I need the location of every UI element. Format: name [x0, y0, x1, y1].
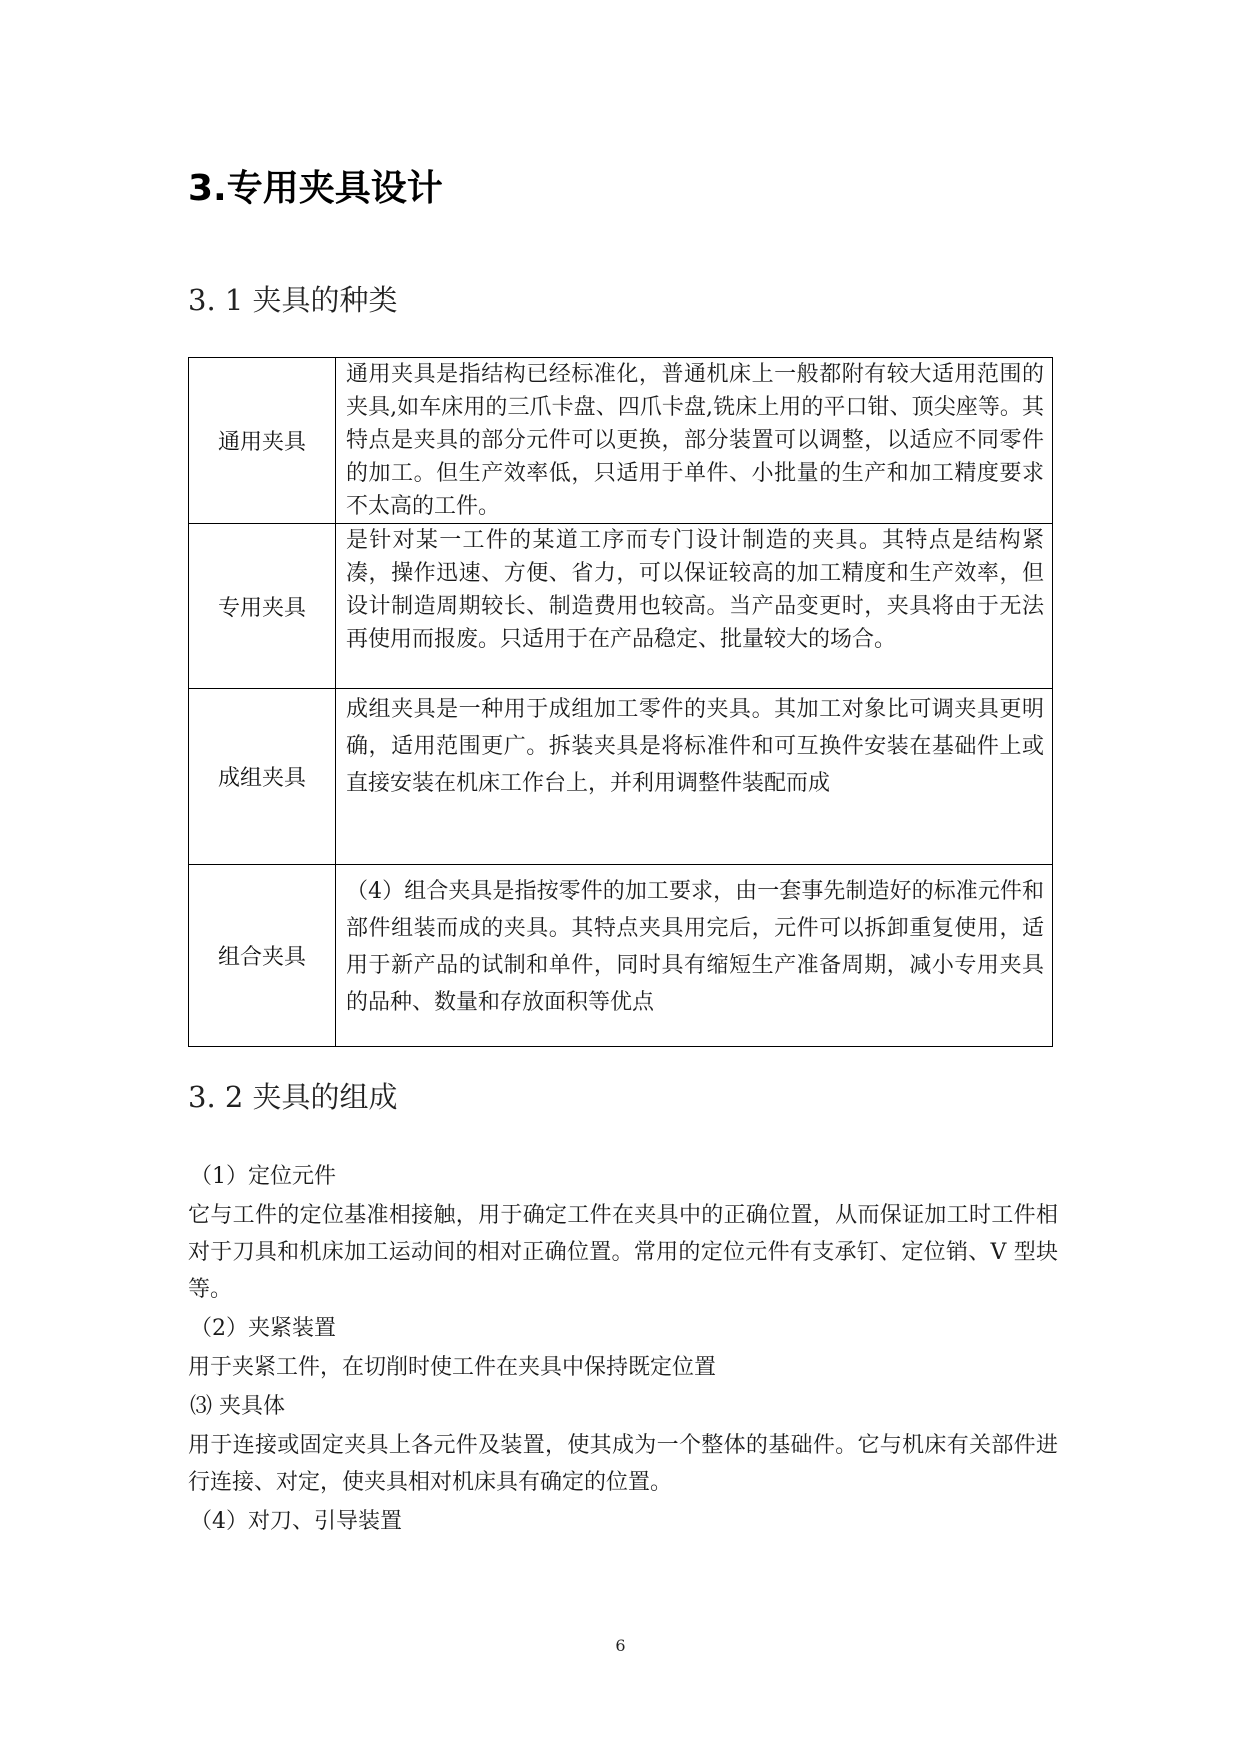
- subheading-fixture-body: ⑶ 夹具体: [190, 1394, 285, 1419]
- table-row: [189, 358, 1053, 524]
- paragraph-fixture-body: 用于连接或固定夹具上各元件及装置，使其成为一个整体的基础件。它与机床有关部件进行连接、对定，使夹具相对机床具有确定的位置。: [188, 1433, 1058, 1495]
- term-cell: 专用夹具: [189, 524, 336, 689]
- subheading-tool-guide: （4）对刀、引导装置: [190, 1509, 402, 1534]
- term-cell: 通用夹具: [189, 358, 336, 524]
- subheading-positioning: （1）定位元件: [190, 1164, 336, 1189]
- term-cell: 组合夹具: [189, 865, 336, 1047]
- table-row: [189, 865, 1053, 1047]
- section-heading-types: 3. 1 夹具的种类: [188, 283, 398, 317]
- description-cell: 成组夹具是一种用于成组加工零件的夹具。其加工对象比可调夹具更明确，适用范围更广。拆装夹具是将标准件和可互换件安装在基础件上或直接安装在机床工作台上，并利用调整件装配而成: [336, 689, 1053, 865]
- description-cell: （4）组合夹具是指按零件的加工要求，由一套事先制造好的标准元件和部件组装而成的夹具。其特点夹具用完后，元件可以拆卸重复使用，适用于新产品的试制和单件，同时具有缩短生产准备周期，减小专用夹具的品种、数量和存放面积等优点: [336, 865, 1053, 1047]
- chapter-title: 3.专用夹具设计: [188, 168, 443, 209]
- description-cell: 是针对某一工件的某道工序而专门设计制造的夹具。其特点是结构紧凑，操作迅速、方便、省力，可以保证较高的加工精度和生产效率，但设计制造周期较长、制造费用也较高。当产品变更时，夹具将由于无法再使用而报废。只适用于在产品稳定、批量较大的场合。: [336, 524, 1053, 689]
- description-cell: 通用夹具是指结构已经标准化，普通机床上一般都附有较大适用范围的夹具,如车床用的三爪卡盘、四爪卡盘,铣床上用的平口钳、顶尖座等。其特点是夹具的部分元件可以更换，部分装置可以调整，以适应不同零件的加工。但生产效率低，只适用于单件、小批量的生产和加工精度要求不太高的工件。: [336, 358, 1053, 524]
- subheading-clamping: （2）夹紧装置: [190, 1316, 336, 1341]
- section-heading-composition: 3. 2 夹具的组成: [188, 1080, 398, 1114]
- term-cell: 成组夹具: [189, 689, 336, 865]
- fixture-types-table: [188, 357, 1053, 1047]
- composition-body: [188, 1158, 1058, 1542]
- page-number: 6: [615, 1636, 626, 1655]
- table-row: [189, 689, 1053, 865]
- paragraph-positioning: 它与工件的定位基准相接触，用于确定工件在夹具中的正确位置，从而保证加工时工件相对于刀具和机床加工运动间的相对正确位置。常用的定位元件有支承钉、定位销、V 型块等。: [188, 1203, 1058, 1302]
- paragraph-clamping: 用于夹紧工件，在切削时使工件在夹具中保持既定位置: [188, 1355, 717, 1380]
- table-row: [189, 524, 1053, 689]
